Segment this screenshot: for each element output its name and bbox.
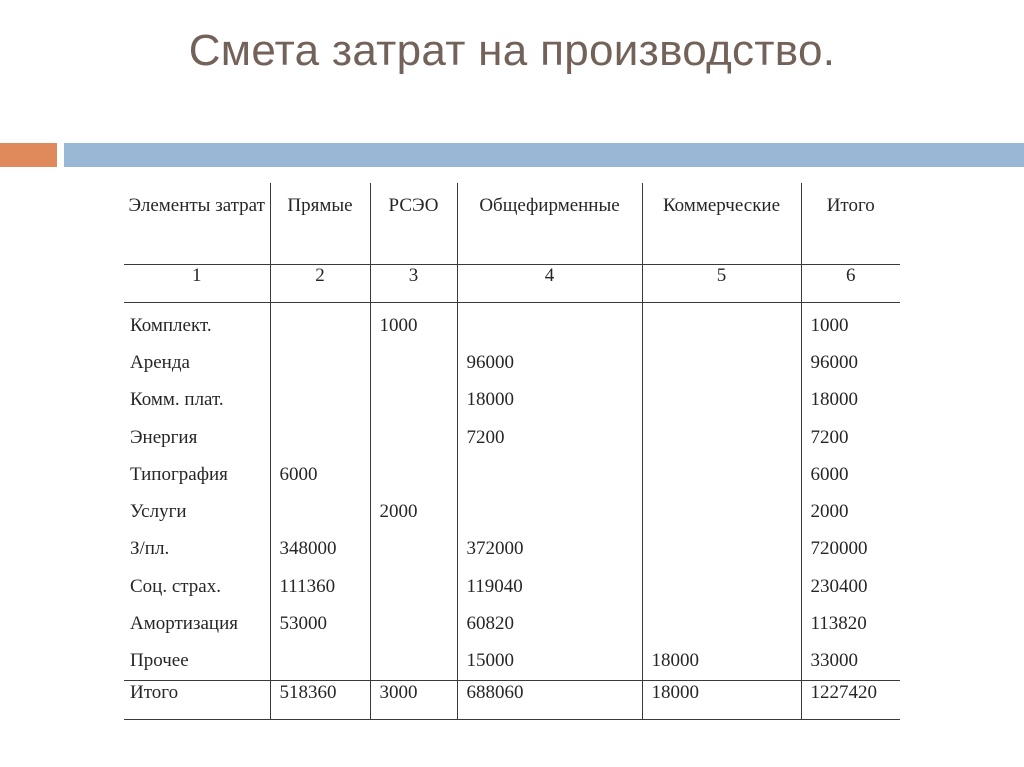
cost-estimate-table [124,183,900,720]
cost-element-label: З/пл. [130,538,170,560]
table-cell [270,419,370,456]
table-cell [642,531,801,568]
header-cell: РСЭО [370,183,457,265]
cost-element-label: Типография [130,463,228,485]
total-cell: 518360 [270,680,370,719]
table-cell: 18000 [801,382,900,419]
column-number: 2 [270,265,370,303]
table-cell: 7200 [801,419,900,456]
table-cell [270,303,370,345]
table-cell: 2000 [370,493,457,530]
table-row [124,303,900,345]
table-cell: 96000 [457,344,642,381]
table-cell [370,419,457,456]
table-cell [642,419,801,456]
column-number: 3 [370,265,457,303]
table-row [124,531,900,568]
table-cell: 720000 [801,531,900,568]
accent-bar-blue [64,143,1024,167]
table-row [124,419,900,456]
table-row [124,493,900,530]
table-cell: 6000 [270,456,370,493]
table-cell [642,303,801,345]
total-cell: 1227420 [801,680,900,719]
column-number: 6 [801,265,900,303]
table-cell: 1000 [801,303,900,345]
cost-element-label: Соц. страх. [130,575,221,597]
table-cell [457,456,642,493]
header-cell: Коммерческие [642,183,801,265]
header-row [124,183,900,265]
table-cell: 53000 [270,605,370,642]
table-cell [642,568,801,605]
total-cell: 18000 [642,680,801,719]
total-row [124,680,900,719]
table-cell [457,303,642,345]
table-cell [642,344,801,381]
total-label: Итого [124,680,270,719]
header-cell: Итого [801,183,900,265]
table-cell: 230400 [801,568,900,605]
table-cell [370,531,457,568]
total-cell: 3000 [370,680,457,719]
table-cell: 111360 [270,568,370,605]
table-cell [370,456,457,493]
table-cell: 7200 [457,419,642,456]
table-cell [370,605,457,642]
table-cell: 113820 [801,605,900,642]
total-cell: 688060 [457,680,642,719]
table-cell: 2000 [801,493,900,530]
table-cell: 372000 [457,531,642,568]
cost-element-label: Аренда [130,351,190,373]
table-cell [370,568,457,605]
column-number-row [124,265,900,303]
column-number: 5 [642,265,801,303]
table-row [124,344,900,381]
table-cell [270,643,370,681]
table-cell [270,493,370,530]
table-cell: 18000 [457,382,642,419]
table-cell [642,382,801,419]
table-cell: 348000 [270,531,370,568]
table-row [124,643,900,681]
table-cell [642,605,801,642]
header-cell: Элементы затрат [128,195,265,216]
table-row [124,382,900,419]
table-cell [370,382,457,419]
table-cell: 18000 [642,643,801,681]
table-cell [642,456,801,493]
table-cell [370,643,457,681]
table-cell: 6000 [801,456,900,493]
cost-element-label: Амортизация [130,613,238,635]
column-number: 4 [457,265,642,303]
accent-bar-orange [0,143,57,167]
table-row [124,605,900,642]
table-cell [270,382,370,419]
header-cell: Общефирменные [457,183,642,265]
slide-title: Смета затрат на производство. [188,26,836,75]
column-number: 1 [124,265,270,303]
cost-element-label: Прочее [130,650,189,672]
cost-element-label: Услуги [130,501,187,523]
table-cell: 96000 [801,344,900,381]
table-cell [457,493,642,530]
table-cell: 1000 [370,303,457,345]
table-cell [270,344,370,381]
table-cell: 119040 [457,568,642,605]
table-cell: 60820 [457,605,642,642]
cost-element-label: Комплект. [130,314,212,336]
table-row [124,568,900,605]
table-row [124,456,900,493]
table-cell: 15000 [457,643,642,681]
header-cell: Прямые [270,183,370,265]
cost-element-label: Энергия [130,426,198,448]
table-cell [642,493,801,530]
cost-element-label: Комм. плат. [130,389,224,411]
table-cell: 33000 [801,643,900,681]
table-cell [370,344,457,381]
